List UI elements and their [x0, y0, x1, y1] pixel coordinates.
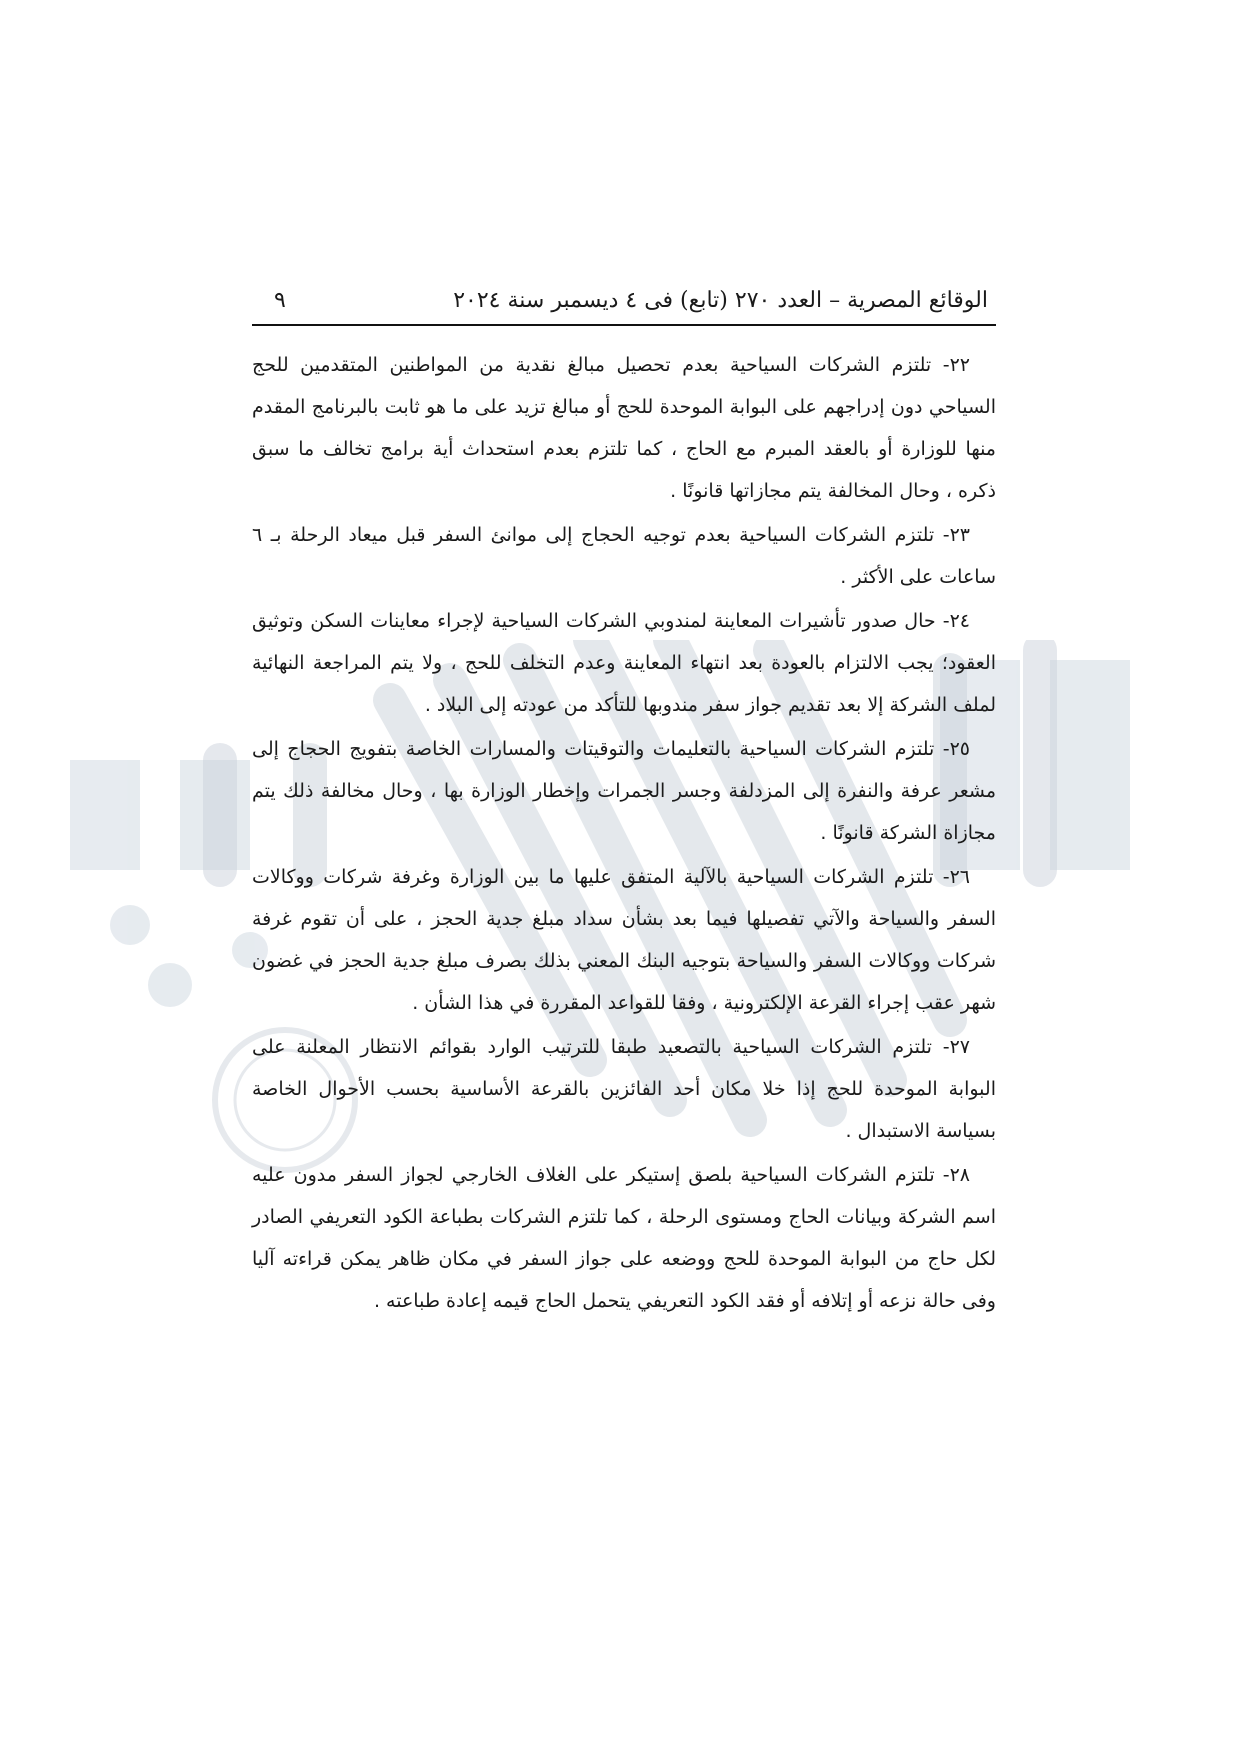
paragraph-22: ٢٢- تلتزم الشركات السياحية بعدم تحصيل مبالغ نقدية من المواطنين المتقدمين للحج السياحي دون إدراجهم على البوابة الموحدة للحج أو مبالغ تزيد على ما هو ثابت بالبرنامج المقدم منها للوزارة أو بالعقد المبرم مع الحاج ، كما تلتزم بعدم استحداث أية برامج تخالف ما سبق ذكره ، وحال المخالفة يتم مجازاتها قانونًا .	[252, 354, 996, 502]
document-body	[252, 344, 996, 1322]
page-header	[252, 276, 996, 326]
paragraph-26: ٢٦- تلتزم الشركات السياحية بالآلية المتفق عليها ما بين الوزارة وغرفة شركات ووكالات السفر والسياحة والآتي تفصيلها فيما بعد بشأن سداد مبلغ جدية الحجز ، على أن تقوم غرفة شركات ووكالات السفر والسياحة بتوجيه البنك المعني بذلك بصرف مبلغ جدية الحجز في غضون شهر عقب إجراء القرعة الإلكترونية ، وفقا للقواعد المقررة في هذا الشأن .	[252, 866, 996, 1014]
paragraph-23: ٢٣- تلتزم الشركات السياحية بعدم توجيه الحجاج إلى موانئ السفر قبل ميعاد الرحلة بـ ٦ ساعات على الأكثر .	[252, 524, 996, 588]
paragraph-28: ٢٨- تلتزم الشركات السياحية بلصق إستيكر على الغلاف الخارجي لجواز السفر مدون عليه اسم الشركة وبيانات الحاج ومستوى الرحلة ، كما تلتزم الشركات بطباعة الكود التعريفي الصادر لكل حاج من البوابة الموحدة للحج ووضعه على جواز السفر في مكان ظاهر يمكن قراءته آليا وفى حالة نزعه أو إتلافه أو فقد الكود التعريفي يتحمل الحاج قيمه إعادة طباعته .	[252, 1164, 996, 1312]
paragraph-25: ٢٥- تلتزم الشركات السياحية بالتعليمات والتوقيتات والمسارات الخاصة بتفويج الحجاج إلى مشعر عرفة والنفرة إلى المزدلفة وجسر الجمرات وإخطار الوزارة بها ، وحال مخالفة ذلك يتم مجازاة الشركة قانونًا .	[252, 738, 996, 844]
document-page	[252, 276, 996, 1324]
page-number: ٩	[274, 287, 286, 313]
gazette-title: الوقائع المصرية – العدد ٢٧٠ (تابع) فى ٤ ديسمبر سنة ٢٠٢٤	[453, 287, 988, 313]
paragraph-24: ٢٤- حال صدور تأشيرات المعاينة لمندوبي الشركات السياحية لإجراء معاينات السكن وتوثيق العقود؛ يجب الالتزام بالعودة بعد انتهاء المعاينة وعدم التخلف للحج ، ولا يتم المراجعة النهائية لملف الشركة إلا بعد تقديم جواز سفر مندوبها للتأكد من عودته إلى البلاد .	[252, 610, 996, 716]
paragraph-27: ٢٧- تلتزم الشركات السياحية بالتصعيد طبقا للترتيب الوارد بقوائم الانتظار المعلنة على البوابة الموحدة للحج إذا خلا مكان أحد الفائزين بالقرعة الأساسية بحسب الأحوال الخاصة بسياسة الاستبدال .	[252, 1036, 996, 1142]
